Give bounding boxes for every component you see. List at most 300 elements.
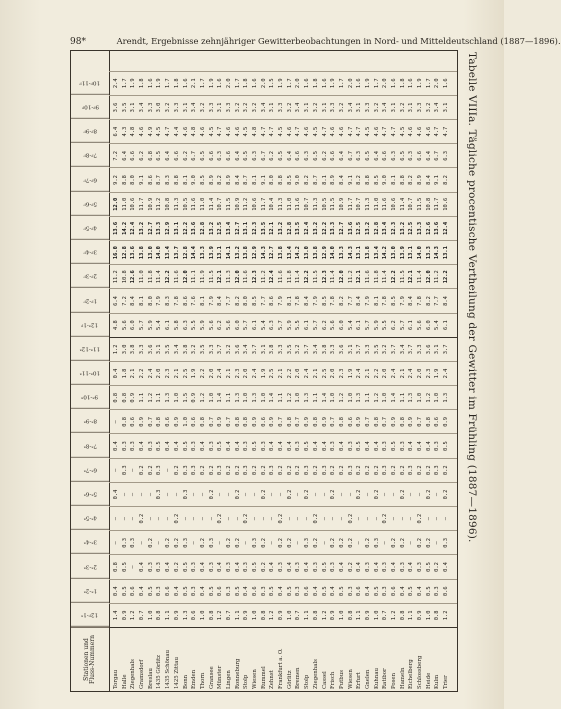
table-cell: 0.4 <box>399 586 406 597</box>
table-cell: 5.6 <box>208 320 215 331</box>
table-cell: 7.8 <box>173 296 180 306</box>
table-cell: 13.6 <box>113 221 119 235</box>
table-cell: 12.9 <box>165 221 172 235</box>
table-cell: 0.2 <box>278 537 285 548</box>
table-cell: 6.5 <box>364 150 371 161</box>
table-cell: 5.8 <box>173 320 180 331</box>
table-cell: 12.5 <box>408 221 415 235</box>
table-cell: 0.5 <box>269 586 276 597</box>
table-cell: 1.6 <box>408 78 415 89</box>
table-cell: 8.4 <box>425 175 432 185</box>
table-cell: 0.5 <box>321 586 328 597</box>
data-column <box>109 482 457 506</box>
table-cell: — <box>217 492 224 497</box>
table-cell: 7.9 <box>208 296 215 306</box>
table-cell: 11.7 <box>260 197 267 211</box>
table-cell: 2.1 <box>278 368 285 379</box>
table-cell: 10.9 <box>147 197 154 211</box>
table-cell: 5.4 <box>347 320 354 331</box>
table-cell: 0.3 <box>364 562 371 572</box>
table-cell: 0.2 <box>338 537 345 548</box>
column-header: 6ᵃ-7ᵃ <box>71 458 109 482</box>
table-cell: — <box>391 492 397 497</box>
table-cell: 6.3 <box>443 150 450 161</box>
table-cell: 0.4 <box>417 441 424 451</box>
table-cell: 0.5 <box>234 586 241 597</box>
table-cell: 8.2 <box>234 296 241 306</box>
table-cell: 8.4 <box>234 175 241 185</box>
table-cell: 0.4 <box>173 441 180 451</box>
table-cell: 0.3 <box>330 562 337 572</box>
table-cell: 2.4 <box>356 368 363 379</box>
table-cell: 0.9 <box>364 610 371 621</box>
station-name: Bonn <box>182 674 189 689</box>
table-cell: 1.3 <box>443 392 450 403</box>
table-cell: 0.5 <box>121 562 128 572</box>
table-cell: 4.7 <box>391 126 397 137</box>
table-cell: 3.4 <box>191 102 198 113</box>
table-cell: 1.1 <box>312 392 319 403</box>
table-cell: 0.2 <box>443 465 450 476</box>
table-cell: 8.1 <box>391 175 397 185</box>
data-column <box>109 216 457 240</box>
data-column <box>109 458 457 482</box>
table-cell: 6.4 <box>338 150 345 161</box>
table-cell: 13.3 <box>330 221 337 235</box>
table-cell: 1.0 <box>295 392 302 403</box>
table-cell: — <box>364 517 371 521</box>
table-cell: 0.2 <box>260 465 267 476</box>
table-cell: 2.4 <box>113 78 119 89</box>
table-cell: 13.2 <box>139 221 146 235</box>
table-cell: 1.9 <box>278 78 285 89</box>
table-cell: 1.1 <box>408 610 415 621</box>
table-cell: 0.2 <box>225 465 232 476</box>
table-cell: 11.4 <box>208 197 215 211</box>
table-cell: 1.9 <box>364 78 371 89</box>
table-cell: 6.2 <box>321 150 328 161</box>
table-cell: 3.3 <box>173 102 180 113</box>
table-cell: 0.2 <box>260 562 267 572</box>
data-column <box>109 192 457 216</box>
table-cell: 6.1 <box>165 320 172 331</box>
station-name: Putbus <box>338 670 345 689</box>
rotated-table-region <box>70 52 480 692</box>
table-cell: 0.3 <box>330 441 337 451</box>
table-cell: 6.3 <box>408 150 415 161</box>
table-cell: 1.8 <box>173 78 180 89</box>
table-cell: 0.8 <box>121 417 128 427</box>
table-cell: 5.6 <box>417 320 424 331</box>
table-cell: 2.2 <box>373 368 380 379</box>
table-cell: 1.6 <box>252 78 258 89</box>
table-cell: 0.4 <box>356 562 363 572</box>
table-rotated-frame <box>70 52 480 692</box>
table-cell: 6.2 <box>321 320 328 331</box>
table-cell: 0.3 <box>269 465 276 476</box>
table-cell: 13.3 <box>199 246 206 260</box>
table-cell: 1.0 <box>417 392 424 403</box>
table-cell: 6.1 <box>304 320 311 331</box>
table-cell: 4.6 <box>225 126 232 137</box>
table-cell: 0.4 <box>269 441 276 451</box>
table-cell: 3.2 <box>243 102 250 113</box>
table-cell: 12.4 <box>304 221 311 235</box>
table-cell: — <box>269 492 276 497</box>
table-cell: 8.8 <box>173 175 180 185</box>
station-name: Ratibor <box>382 668 389 689</box>
table-cell: 2.1 <box>191 78 198 89</box>
table-cell: 0.5 <box>338 586 345 597</box>
table-cell: 13.4 <box>382 221 389 235</box>
table-cell: 8.4 <box>304 296 311 306</box>
table-cell: — <box>382 541 389 545</box>
table-cell: 4.6 <box>408 126 415 137</box>
table-cell: 0.5 <box>217 441 224 451</box>
table-cell: 6.4 <box>234 150 241 161</box>
table-cell: 5.7 <box>139 320 146 331</box>
table-cell: 12.4 <box>130 221 137 235</box>
station-name: Emden <box>191 669 198 689</box>
table-cell: — <box>130 492 137 497</box>
table-cell: 12.3 <box>252 270 258 284</box>
table-cell: 0.2 <box>278 513 285 524</box>
table-cell: 1.2 <box>391 610 397 621</box>
table-cell: — <box>330 517 337 521</box>
table-cell: 11.4 <box>330 270 337 284</box>
table-cell: 0.8 <box>234 417 241 427</box>
table-cell: 13.4 <box>165 246 172 260</box>
table-cell: 0.3 <box>225 586 232 597</box>
table-cell: 1.3 <box>252 392 258 403</box>
table-cell: 0.9 <box>252 417 258 427</box>
table-cell: 3.3 <box>364 344 371 355</box>
table-cell: 10.7 <box>304 197 311 211</box>
table-cell: 2.2 <box>199 368 206 379</box>
table-cell: 0.3 <box>260 586 267 597</box>
station-name: Halle <box>121 674 128 689</box>
data-column <box>109 603 457 627</box>
table-cell: — <box>225 492 232 497</box>
table-cell: 8.4 <box>408 296 415 306</box>
table-cell: 6.8 <box>147 150 154 161</box>
table-cell: 3.2 <box>338 102 345 113</box>
table-cell: 0.2 <box>330 465 337 476</box>
table-cell: 11.2 <box>156 197 163 211</box>
table-cell: 4.6 <box>234 126 241 137</box>
table-cell: — <box>417 492 424 497</box>
table-cell: 11.2 <box>434 270 441 284</box>
table-cell: 4.6 <box>373 126 380 137</box>
table-cell: 8.2 <box>425 296 432 306</box>
table-cell: 13.9 <box>208 246 215 260</box>
table-cell: 1.8 <box>139 78 146 89</box>
table-cell: 14.2 <box>295 246 302 260</box>
table-cell: 0.3 <box>225 562 232 572</box>
table-cell: 0.3 <box>382 465 389 476</box>
table-cell: 1.4 <box>113 610 119 621</box>
data-column <box>109 554 457 578</box>
table-cell: 0.4 <box>417 586 424 597</box>
table-cell: 8.4 <box>130 296 137 306</box>
table-cell: — <box>139 541 146 545</box>
table-cell: 0.9 <box>278 610 285 621</box>
table-cell: 0.3 <box>130 537 137 548</box>
table-cell: 4.8 <box>191 126 198 137</box>
table-cell: 7.9 <box>156 296 163 306</box>
table-cell: 0.4 <box>312 586 319 597</box>
table-cell: 11.5 <box>208 270 215 284</box>
table-cell: — <box>321 517 328 521</box>
table-cell: 1.1 <box>139 392 146 403</box>
table-cell: 0.3 <box>260 441 267 451</box>
table-cell: 4.9 <box>147 126 154 137</box>
table-cell: 3.5 <box>121 102 128 113</box>
table-cell: — <box>191 517 198 521</box>
table-cell: 0.2 <box>278 465 285 476</box>
table-cell: 6.3 <box>356 150 363 161</box>
table-cell: 4.5 <box>364 126 371 137</box>
data-column <box>109 337 457 361</box>
table-cell: 0.3 <box>312 562 319 572</box>
table-cell: 8.6 <box>147 175 154 185</box>
table-cell: 8.5 <box>321 296 328 306</box>
table-cell: 0.2 <box>434 562 441 572</box>
table-cell: 12.2 <box>443 270 450 284</box>
table-cell: 8.4 <box>443 296 450 306</box>
table-cell: 0.3 <box>182 537 189 548</box>
table-cell: 2.1 <box>364 368 371 379</box>
table-cell: 0.3 <box>382 562 389 572</box>
table-cell: 11.3 <box>364 197 371 211</box>
table-cell: 11.0 <box>139 270 146 284</box>
table-cell: 5.4 <box>260 320 267 331</box>
table-cell: 0.2 <box>312 537 319 548</box>
table-cell: 7.7 <box>347 296 354 306</box>
table-cell: 1.6 <box>356 78 363 89</box>
table-cell: 3.3 <box>330 102 337 113</box>
table-cell: 3.6 <box>234 344 241 355</box>
table-cell: 5.6 <box>225 320 232 331</box>
table-cell: 0.4 <box>199 441 206 451</box>
table-cell: 14.2 <box>382 246 389 260</box>
table-cell: 1.0 <box>382 392 389 403</box>
table-cell: 2.0 <box>434 78 441 89</box>
table-cell: 3.3 <box>278 344 285 355</box>
table-cell: 3.1 <box>156 344 163 355</box>
table-cell: 0.4 <box>234 441 241 451</box>
table-cell: 4.5 <box>312 126 319 137</box>
table-cell: 0.8 <box>399 417 406 427</box>
table-cell: 0.4 <box>330 586 337 597</box>
table-cell: 8.6 <box>182 296 189 306</box>
table-cell: 1.3 <box>234 392 241 403</box>
table-cell: — <box>165 492 172 497</box>
table-cell: 6.5 <box>399 150 406 161</box>
table-cell: 11.3 <box>173 197 180 211</box>
table-cell: 13.8 <box>139 246 146 260</box>
table-cell: 3.0 <box>121 344 128 355</box>
table-cell: 4.5 <box>399 126 406 137</box>
table-cell: 0.6 <box>252 586 258 597</box>
table-cell: — <box>269 541 276 545</box>
table-cell: 3.2 <box>286 102 293 113</box>
table-cell: 8.2 <box>304 175 311 185</box>
table-cell: 0.4 <box>321 441 328 451</box>
table-cell: — <box>408 517 415 521</box>
table-cell: 3.4 <box>347 102 354 113</box>
table-cell: 0.4 <box>217 562 224 572</box>
table-cell: 0.4 <box>199 586 206 597</box>
table-cell: 4.7 <box>434 126 441 137</box>
table-cell: 0.6 <box>443 586 450 597</box>
table-cell: 1.8 <box>243 78 250 89</box>
table-cell: 11.9 <box>199 270 206 284</box>
data-column <box>109 385 457 409</box>
table-cell: 0.4 <box>113 586 119 597</box>
table-cell: 7.9 <box>364 296 371 306</box>
table-cell: 10.6 <box>130 197 137 211</box>
table-cell: 5.4 <box>434 320 441 331</box>
table-cell: 0.9 <box>173 610 180 621</box>
table-cell: 6.0 <box>234 320 241 331</box>
table-cell: 10.6 <box>443 197 450 211</box>
table-cell: 0.2 <box>382 513 389 524</box>
table-cell: 7.9 <box>312 296 319 306</box>
table-cell: 2.5 <box>269 368 276 379</box>
table-cell: 9.0 <box>295 175 302 185</box>
table-cell: 0.3 <box>121 465 128 476</box>
table-cell: — <box>165 468 172 472</box>
table-cell: 0.2 <box>443 489 450 500</box>
station-name: Ziegenhals <box>312 659 319 689</box>
table-cell: 0.7 <box>225 417 232 427</box>
table-cell: — <box>252 517 258 521</box>
table-cell: 0.6 <box>165 586 172 597</box>
table-cell: 0.2 <box>373 465 380 476</box>
table-cell: 11.3 <box>312 197 319 211</box>
table-cell: — <box>130 468 137 472</box>
table-cell: 5.5 <box>191 320 198 331</box>
table-cell: 4.6 <box>199 126 206 137</box>
table-cell: 0.2 <box>425 537 432 548</box>
table-cell: 8.2 <box>356 175 363 185</box>
table-cell: 6.2 <box>391 320 397 331</box>
table-cell: 13.1 <box>408 246 415 260</box>
table-cell: 14.2 <box>121 221 128 235</box>
table-cell: 0.4 <box>139 562 146 572</box>
station-name: Frisch <box>330 671 337 689</box>
table-cell: 0.2 <box>330 537 337 548</box>
table-cell: 0.3 <box>321 465 328 476</box>
table-cell: 4.5 <box>156 126 163 137</box>
table-cell: 3.8 <box>321 344 328 355</box>
table-cell: 0.2 <box>425 489 432 500</box>
table-cell: 0.2 <box>208 489 215 500</box>
table-cell: 1.7 <box>373 78 380 89</box>
table-cell: 0.2 <box>347 562 354 572</box>
table-cell: 3.2 <box>225 344 232 355</box>
table-cell: 0.9 <box>243 610 250 621</box>
table-cell: 9.1 <box>260 175 267 185</box>
table-cell: 13.1 <box>243 221 250 235</box>
table-cell: 1.0 <box>347 392 354 403</box>
table-cell: 0.3 <box>347 465 354 476</box>
table-cell: 0.4 <box>304 562 311 572</box>
table-cell: 1.8 <box>399 78 406 89</box>
table-cell: — <box>425 517 432 521</box>
table-cell: 10.4 <box>269 197 276 211</box>
table-cell: 2.3 <box>338 368 345 379</box>
table-cell: 5.5 <box>382 320 389 331</box>
table-cell: 1.0 <box>182 417 189 427</box>
table-cell: 0.3 <box>182 465 189 476</box>
table-cell: 0.4 <box>425 441 432 451</box>
table-cell: 4.7 <box>347 126 354 137</box>
table-cell: 3.4 <box>312 344 319 355</box>
table-cell: 0.2 <box>225 537 232 548</box>
column-header: 5ᵃ-6ᵃ <box>71 482 109 506</box>
table-cell: 0.2 <box>260 489 267 500</box>
table-cell: 3.3 <box>330 344 337 355</box>
table-cell: 11.8 <box>286 270 293 284</box>
table-cell: 3.7 <box>408 344 415 355</box>
table-cell: 14.0 <box>156 246 163 260</box>
column-header: 7ᵖ-8ᵖ <box>71 143 109 167</box>
table-cell: 5.7 <box>364 320 371 331</box>
table-cell: 0.7 <box>278 417 285 427</box>
table-cell: 10.9 <box>234 197 241 211</box>
table-cell: — <box>156 541 163 545</box>
table-cell: 1.8 <box>121 368 128 379</box>
table-cell: 2.3 <box>234 368 241 379</box>
table-cell: 6.6 <box>417 150 424 161</box>
table-cell: 0.7 <box>364 417 371 427</box>
table-cell: — <box>382 492 389 497</box>
table-cell: — <box>113 517 119 521</box>
data-column <box>109 530 457 554</box>
table-cell: 11.6 <box>364 270 371 284</box>
table-cell: 4.7 <box>356 126 363 137</box>
table-cell: 0.4 <box>173 586 180 597</box>
data-column <box>109 579 457 603</box>
table-cell: 3.4 <box>260 102 267 113</box>
table-cell: 2.0 <box>382 78 389 89</box>
table-cell: 6.6 <box>130 150 137 161</box>
table-cell: 2.1 <box>225 368 232 379</box>
table-cell: 0.6 <box>391 586 397 597</box>
table-cell: 0.8 <box>260 610 267 621</box>
table-cell: — <box>199 517 206 521</box>
table-cell: 8.8 <box>399 175 406 185</box>
table-cell: 0.8 <box>312 417 319 427</box>
table-cell: 0.2 <box>295 465 302 476</box>
table-cell: 0.2 <box>391 465 397 476</box>
table-cell: 0.4 <box>139 441 146 451</box>
table-cell: 10.6 <box>252 197 258 211</box>
table-cell: 0.4 <box>139 586 146 597</box>
station-name: Eichelberg <box>408 659 415 689</box>
table-cell: 9.0 <box>191 175 198 185</box>
column-header: 8ᵖ-9ᵖ <box>71 119 109 143</box>
data-column <box>109 264 457 288</box>
table-cell: 3.4 <box>399 344 406 355</box>
table-cell: 1.4 <box>269 392 276 403</box>
table-cell: 1.7 <box>234 78 241 89</box>
station-name: Bremen <box>295 667 302 689</box>
table-cell: 0.8 <box>208 610 215 621</box>
table-cell: — <box>113 541 119 545</box>
